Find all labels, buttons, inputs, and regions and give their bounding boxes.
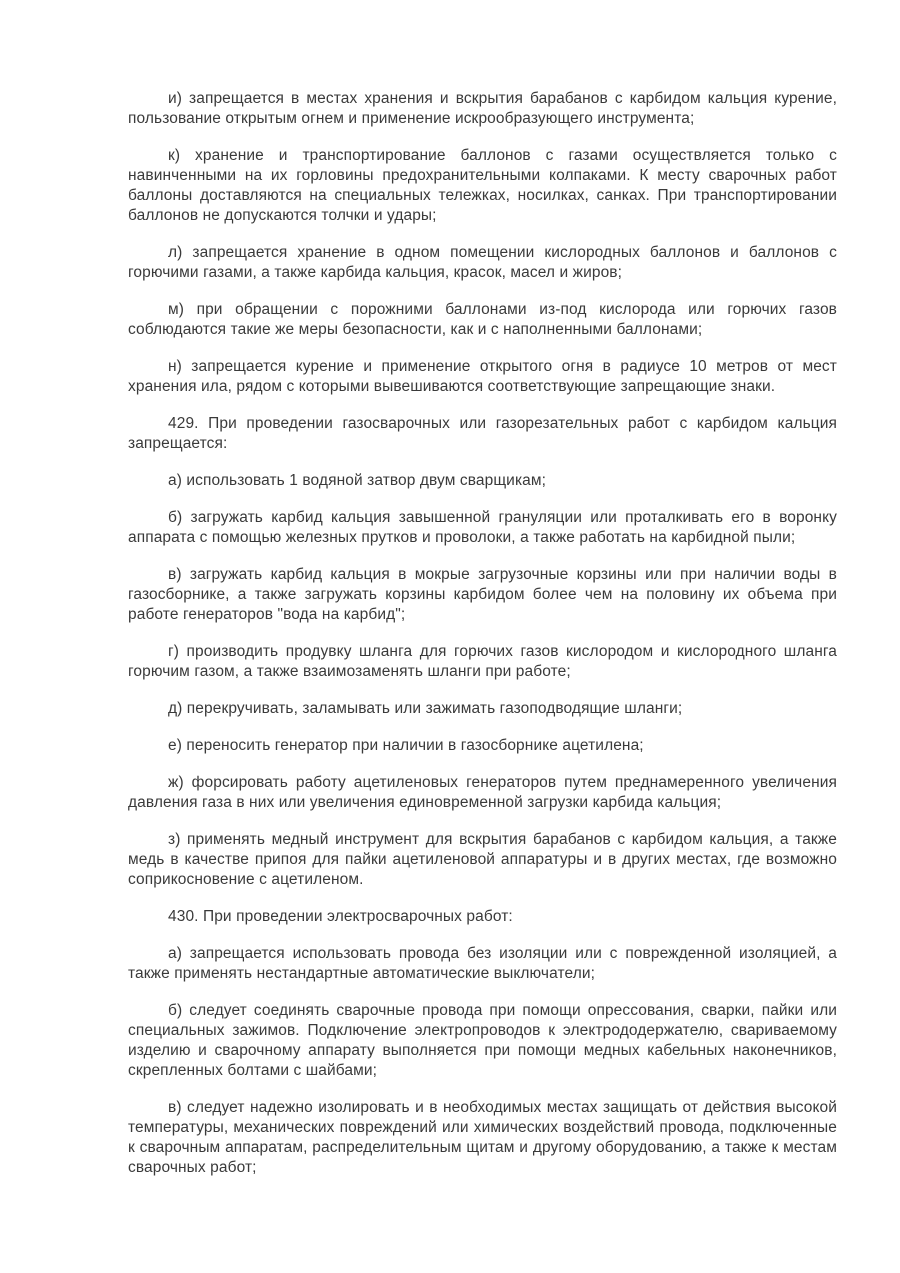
paragraph: б) следует соединять сварочные провода при помощи опрессования, сварки, пайки или специальных зажимов. Подключение электропроводов к электрододержателю, свариваемому изделию и сварочному аппарату выполняется при помощи медных кабельных наконечников, скрепленных болтами с шайбами; bbox=[128, 1002, 837, 1079]
paragraph: д) перекручивать, заламывать или зажимать газоподводящие шланги; bbox=[168, 700, 683, 717]
paragraph: в) следует надежно изолировать и в необходимых местах защищать от действия высокой температуры, механических повреждений или химических воздействий провода, подключенные к сварочным аппаратам, распределительным щитам и другому оборудованию, а также к местам сварочных работ; bbox=[128, 1099, 837, 1176]
paragraph: г) производить продувку шланга для горючих газов кислородом и кислородного шланга горючим газом, а также взаимозаменять шланги при работе; bbox=[128, 643, 837, 680]
paragraph: ж) форсировать работу ацетиленовых генераторов путем преднамеренного увеличения давления газа в них или увеличения единовременной загрузки карбида кальция; bbox=[128, 774, 837, 811]
paragraph: з) применять медный инструмент для вскрытия барабанов с карбидом кальция, а также медь в качестве припоя для пайки ацетиленовой аппаратуры и в других местах, где возможно соприкосновение с ацетиленом. bbox=[128, 831, 837, 888]
paragraph: а) использовать 1 водяной затвор двум сварщикам; bbox=[168, 472, 547, 489]
paragraph: и) запрещается в местах хранения и вскрытия барабанов с карбидом кальция курение, пользование открытым огнем и применение искрообразующего инструмента; bbox=[128, 90, 837, 127]
paragraph: м) при обращении с порожними баллонами из-под кислорода или горючих газов соблюдаются такие же меры безопасности, как и с наполненными баллонами; bbox=[128, 301, 837, 338]
paragraph: л) запрещается хранение в одном помещении кислородных баллонов и баллонов с горючими газами, а также карбида кальция, красок, масел и жиров; bbox=[128, 244, 837, 281]
paragraph: а) запрещается использовать провода без изоляции или с поврежденной изоляцией, а также применять нестандартные автоматические выключатели; bbox=[128, 945, 837, 982]
paragraph: к) хранение и транспортирование баллонов с газами осуществляется только с навинченными на их горловины предохранительными колпаками. К месту сварочных работ баллоны доставляются на специальных тележках, носилках, санках. При транспортировании баллонов не допускаются толчки и удары; bbox=[128, 147, 837, 224]
paragraph: 429. При проведении газосварочных или газорезательных работ с карбидом кальция запрещается: bbox=[128, 415, 837, 452]
document-text bbox=[128, 89, 837, 1178]
paragraph: е) переносить генератор при наличии в газосборнике ацетилена; bbox=[168, 737, 644, 754]
paragraph: 430. При проведении электросварочных работ: bbox=[168, 908, 513, 925]
paragraph: б) загружать карбид кальция завышенной грануляции или проталкивать его в воронку аппарата с помощью железных прутков и проволоки, а также работать на карбидной пыли; bbox=[128, 509, 837, 546]
paragraph: н) запрещается курение и применение открытого огня в радиусе 10 метров от мест хранения ила, рядом с которыми вывешиваются соответствующие запрещающие знаки. bbox=[128, 358, 837, 395]
paragraph: в) загружать карбид кальция в мокрые загрузочные корзины или при наличии воды в газосборнике, а также загружать корзины карбидом более чем на половину их объема при работе генераторов "вода на карбид"; bbox=[128, 566, 837, 623]
